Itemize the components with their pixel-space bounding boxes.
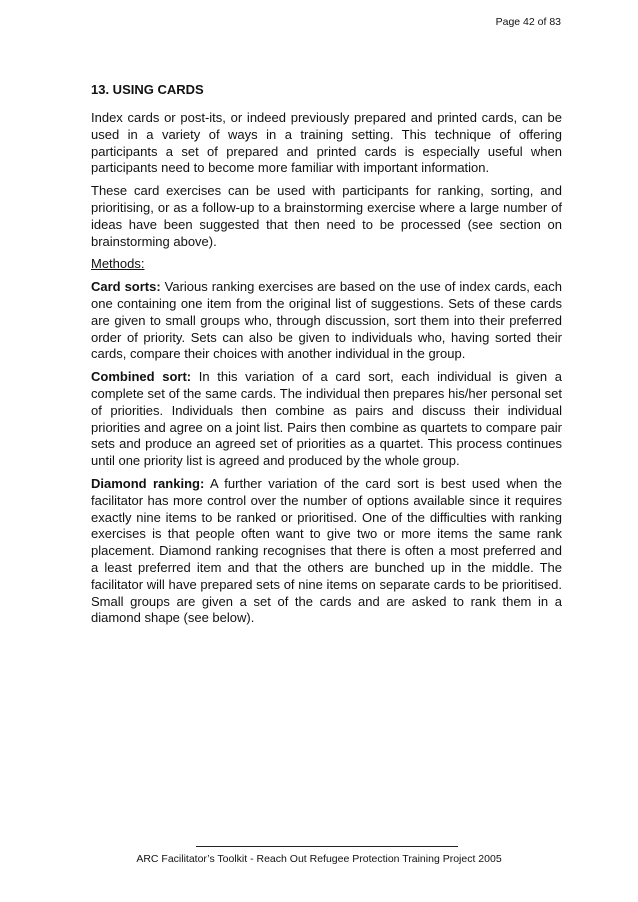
method-description: A further variation of the card sort is best used when the facilitator has more control over the number of options available since it requires exactly nine items to be ranked or prioritised. One of the difficulties with ranking exercises is that people often want to give two or more items the same rank placement. Diamond ranking recognises that there is often a most preferred and a least preferred item and that the others are bunched up in the middle. The facilitator will have prepared sets of nine items on separate cards to be prioritised. Small groups are given a set of the cards and are asked to rank them in a diamond shape (see below). — [91, 475, 562, 626]
intro-paragraph: Index cards or post-its, or indeed previously prepared and printed cards, can be used in a variety of ways in a training setting. This technique of offering participants a set of prepared and printed cards is especially useful when participants need to become more familiar with important information. — [91, 110, 562, 176]
footer-text: ARC Facilitator’s Toolkit - Reach Out Refugee Protection Training Project 2005 — [136, 853, 502, 865]
method-card-sorts — [91, 279, 562, 363]
method-term: Card sorts: — [91, 279, 161, 295]
footer-divider — [196, 846, 458, 847]
section-title: 13. USING CARDS — [91, 82, 204, 97]
method-description: In this variation of a card sort, each individual is given a complete set of the same cards. The individual then prepares his/her personal set of priorities. Individuals then combine as pairs and discuss their individual priorities and agree on a joint list. Pairs then combine as quartets to compare pair sets and produce an agreed set of priorities as a quartet. This process continues until one priority list is agreed and produced by the whole group. — [91, 369, 562, 469]
page-number: Page 42 of 83 — [495, 16, 561, 28]
method-diamond-ranking — [91, 476, 562, 627]
method-combined-sort — [91, 369, 562, 470]
page-content — [91, 81, 562, 633]
method-description: Various ranking exercises are based on the use of index cards, each one containing one item from the original list of suggestions. Sets of these cards are given to small groups who, through discussion, sort them into their preferred order of priority. Sets can also be given to individuals who, having sorted their cards, compare their choices with another individual in the group. — [91, 279, 562, 362]
methods-heading: Methods: — [91, 256, 145, 272]
intro-paragraph: These card exercises can be used with participants for ranking, sorting, and prioritising, or as a follow-up to a brainstorming exercise where a large number of ideas have been suggested that then need to be processed (see section on brainstorming above). — [91, 183, 562, 249]
method-term: Diamond ranking: — [91, 475, 205, 491]
method-term: Combined sort: — [91, 369, 192, 385]
